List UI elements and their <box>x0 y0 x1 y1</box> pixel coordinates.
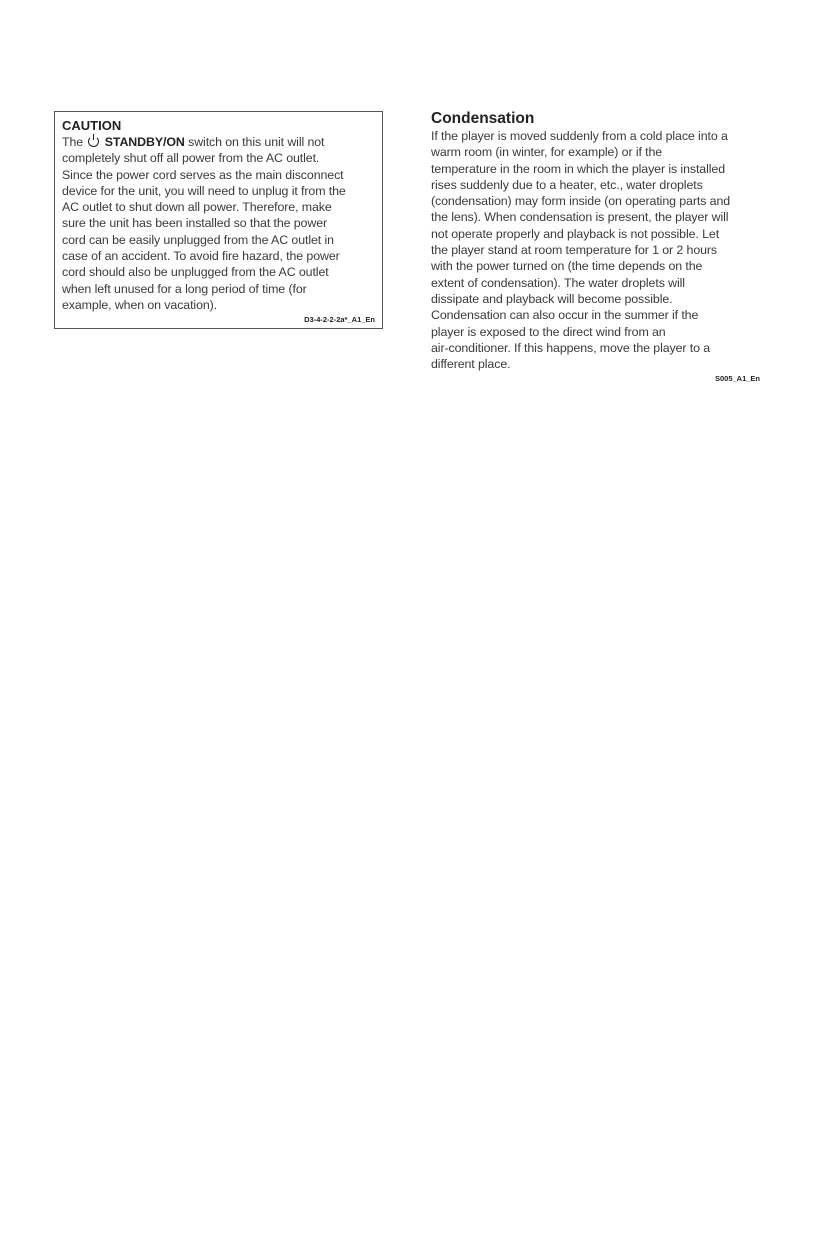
power-icon <box>88 136 99 147</box>
condensation-line: Condensation can also occur in the summer if the <box>431 308 699 323</box>
condensation-code: S005_A1_En <box>714 374 760 383</box>
condensation-body <box>431 128 730 372</box>
caution-line: cord should also be unplugged from the AC outlet <box>62 265 329 280</box>
caution-box <box>54 111 383 329</box>
text: The <box>62 135 84 149</box>
condensation-line: extent of condensation). The water droplets will <box>431 275 685 290</box>
caution-line: when left unused for a long period of time (for <box>62 281 307 296</box>
caution-line: Since the power cord serves as the main disconnect <box>62 167 344 182</box>
caution-body <box>62 134 346 313</box>
condensation-line: warm room (in winter, for example) or if the <box>431 145 663 160</box>
text: switch on this unit will not <box>188 135 325 149</box>
condensation-line: (condensation) may form inside (on operating parts and <box>431 194 731 209</box>
condensation-line: dissipate and playback will become possible. <box>431 291 673 306</box>
caution-line: cord can be easily unplugged from the AC outlet in <box>62 232 334 247</box>
condensation-line: If the player is moved suddenly from a cold place into a <box>431 129 728 143</box>
condensation-line: not operate properly and playback is not possible. Let <box>431 226 720 241</box>
condensation-title: Condensation <box>431 110 535 127</box>
caution-line: AC outlet to shut down all power. Therefore, make <box>62 200 332 215</box>
caution-line: completely shut off all power from the AC outlet. <box>62 151 320 166</box>
condensation-line: with the power turned on (the time depends on the <box>431 259 703 274</box>
standby-on-label: STANDBY/ON <box>104 135 185 149</box>
caution-line: case of an accident. To avoid fire hazard, the power <box>62 249 340 264</box>
caution-code: D3-4-2-2-2a*_A1_En <box>304 315 375 324</box>
caution-line: device for the unit, you will need to unplug it from the <box>62 183 346 198</box>
caution-line: sure the unit has been installed so that the power <box>62 216 328 231</box>
caution-title: CAUTION <box>62 118 122 133</box>
caution-line: example, when on vacation). <box>62 297 218 312</box>
condensation-line: the player stand at room temperature for 1 or 2 hours <box>431 243 718 258</box>
condensation-line: the lens). When condensation is present, the player will <box>431 210 729 225</box>
condensation-line: temperature in the room in which the player is installed <box>431 161 725 176</box>
condensation-line: different place. <box>431 357 511 372</box>
condensation-line: rises suddenly due to a heater, etc., water droplets <box>431 177 703 192</box>
caution-line <box>62 134 346 150</box>
condensation-line: player is exposed to the direct wind from an <box>431 324 666 339</box>
condensation-line: air-conditioner. If this happens, move the player to a <box>431 340 711 355</box>
